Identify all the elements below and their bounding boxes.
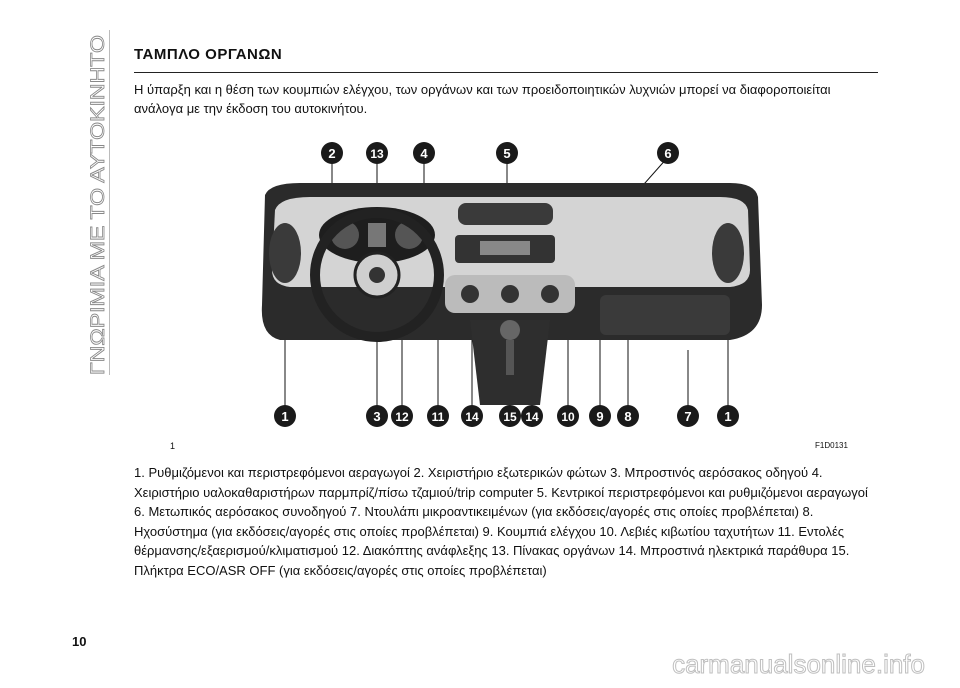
figure-caption: 1. Ρυθμιζόμενοι και περιστρεφόμενοι αεραγωγοί 2. Χειριστήριο εξωτερικών φώτων 3. Μπροστινός αερόσακος οδηγού 4. Χειριστήριο υαλοκαθαριστήρων παρμπρίζ/πίσω τζαμιού/trip computer 5. Κεντρικοί περιστρεφόμενοι και ρυθμιζόμενοι αεραγωγοί 6. Μετωπικός αερόσακος συνοδηγού 7. Ντουλάπι μικροαντικειμένων (για εκδόσεις/αγορές στις οποίες προβλέπεται) 8. Ηχοσύστημα (για εκδόσεις/αγορές στις οποίες προβλέπεται) 9. Κουμπιά ελέγχου 10. Λεβιές κιβωτίου ταχυτήτων 11. Εντολές θέρμανσης/εξαερισμού/κλιματισμού 12. Διακόπτης ανάφλεξης 13. Πίνακας οργάνων 14. Μπροστινά ηλεκτρικά παράθυρα 15. Πλήκτρα ECO/ASR OFF (για εκδόσεις/αγορές στις οποίες προβλέπεται) [134, 465, 868, 578]
callout-label: 6 [664, 146, 672, 161]
left-air-vent [269, 223, 301, 283]
section-title: ΤΑΜΠΛΟ ΟΡΓΑΝΩΝ [134, 46, 283, 63]
watermark-text: carmanualsonline.info [672, 649, 925, 679]
callout-label: 3 [373, 409, 381, 424]
callout-label: 5 [503, 146, 511, 161]
callout-label: 9 [596, 409, 604, 424]
gear-lever-knob [500, 320, 520, 340]
callout-label: 7 [684, 409, 692, 424]
title-rule [134, 72, 878, 73]
climate-knob-center [501, 285, 519, 303]
callout-label: 1 [724, 409, 732, 424]
side-chapter-title-text: ΓΝΩΡΙΜΙΑ ΜΕ ΤΟ ΑΥΤΟΚΙΝΗΤΟ [88, 95, 109, 375]
audio-display [480, 241, 530, 255]
gear-lever [506, 340, 514, 375]
callout-label: 11 [431, 410, 445, 424]
dashboard-figure [170, 135, 860, 435]
callout-label: 13 [370, 147, 384, 161]
callout-label: 14 [525, 410, 539, 424]
storage-compartment [600, 295, 730, 335]
callout-label: 1 [281, 409, 289, 424]
callouts-bottom [274, 405, 739, 427]
side-rule [109, 30, 110, 375]
dashboard-illustration [170, 135, 860, 435]
callout-label: 12 [395, 410, 409, 424]
callout-label: 4 [420, 146, 428, 161]
callouts-top [321, 142, 679, 164]
intro-paragraph: Η ύπαρξη και η θέση των κουμπιών ελέγχου, των οργάνων και των προειδοποιητικών λυχνιών μπορεί να διαφοροποιείται ανάλογα με την έκδοση του αυτοκινήτου. [134, 82, 831, 116]
steering-logo [369, 267, 385, 283]
callout-label: 14 [465, 410, 479, 424]
side-chapter-title [74, 30, 114, 375]
cluster-display [368, 223, 386, 247]
figure-left-label: 1 [170, 441, 176, 451]
page-number: 10 [72, 634, 87, 649]
callout-label: 10 [561, 410, 575, 424]
watermark [0, 643, 960, 683]
climate-knob-left [461, 285, 479, 303]
right-air-vent [712, 223, 744, 283]
callout-label: 15 [503, 410, 517, 424]
climate-knob-right [541, 285, 559, 303]
callout-label: 8 [624, 409, 632, 424]
central-air-vents [458, 203, 553, 225]
figure-code: F1D0131 [815, 441, 848, 450]
callout-label: 2 [328, 146, 336, 161]
